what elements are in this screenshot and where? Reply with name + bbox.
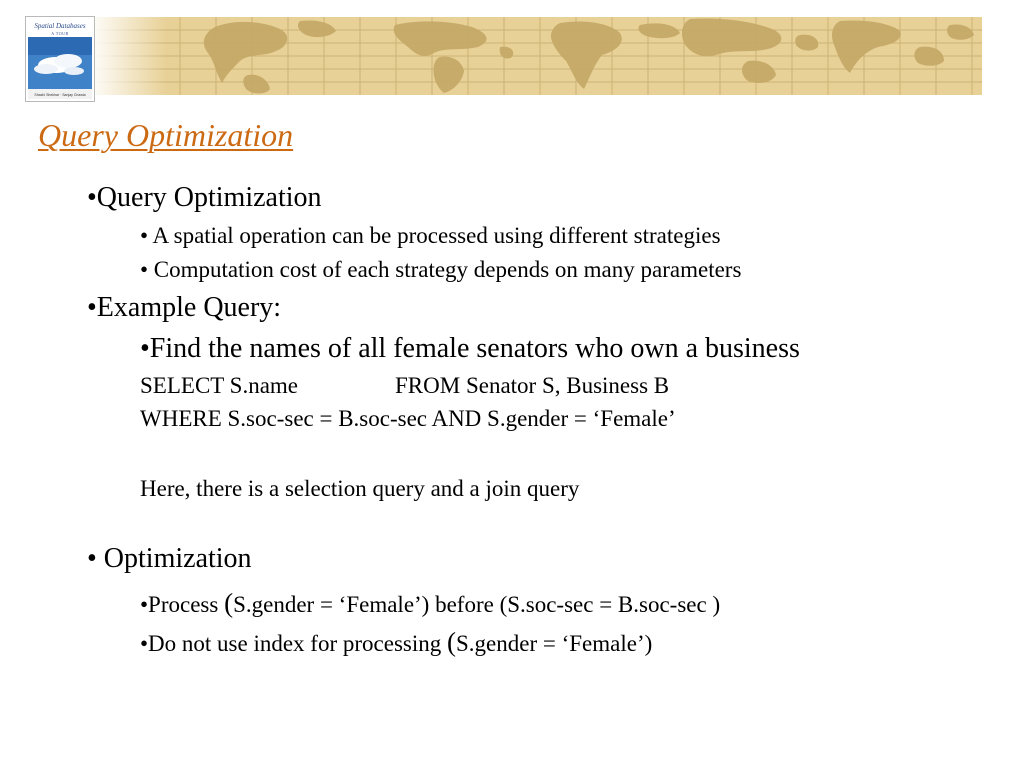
sql-where: WHERE S.soc-sec = B.soc-sec AND S.gender = ‘Female’ (140, 406, 676, 431)
sub-bullet-cost: • Computation cost of each strategy depends on many parameters (140, 257, 742, 282)
example-heading: •Find the names of all female senators who own a business (140, 333, 800, 364)
open-paren: ( (224, 588, 234, 618)
item-rest: S.gender = ‘Female’) (456, 631, 653, 656)
bullet-example-query: •Example Query: (87, 292, 282, 323)
bullet-query-optimization: •Query Optimization (87, 182, 322, 213)
example-note: Here, there is a selection query and a join query (140, 476, 580, 501)
optimization-item-index (140, 628, 652, 658)
bullet-optimization: • Optimization (87, 543, 252, 574)
book-subtitle: A TOUR (51, 31, 69, 36)
sql-select: SELECT S.name (140, 373, 299, 398)
header-banner (0, 17, 982, 95)
optimization-item-process (140, 589, 720, 619)
book-title: Spatial Databases (34, 22, 86, 30)
book-authors: Shashi Shekhar · Sanjay Chawla (34, 93, 86, 97)
item-prefix: •Process (140, 592, 225, 617)
world-map-graphic (0, 17, 982, 95)
slide-title: Query Optimization (38, 117, 294, 153)
book-cover-logo (25, 16, 95, 102)
item-prefix: •Do not use index for processing (140, 631, 447, 656)
item-rest: S.gender = ‘Female’) before (S.soc-sec = B.soc-sec ) (233, 592, 721, 617)
sub-bullet-strategies: • A spatial operation can be processed using different strategies (140, 223, 721, 248)
open-paren: ( (447, 627, 456, 657)
sql-from: FROM Senator S, Business B (395, 373, 670, 398)
